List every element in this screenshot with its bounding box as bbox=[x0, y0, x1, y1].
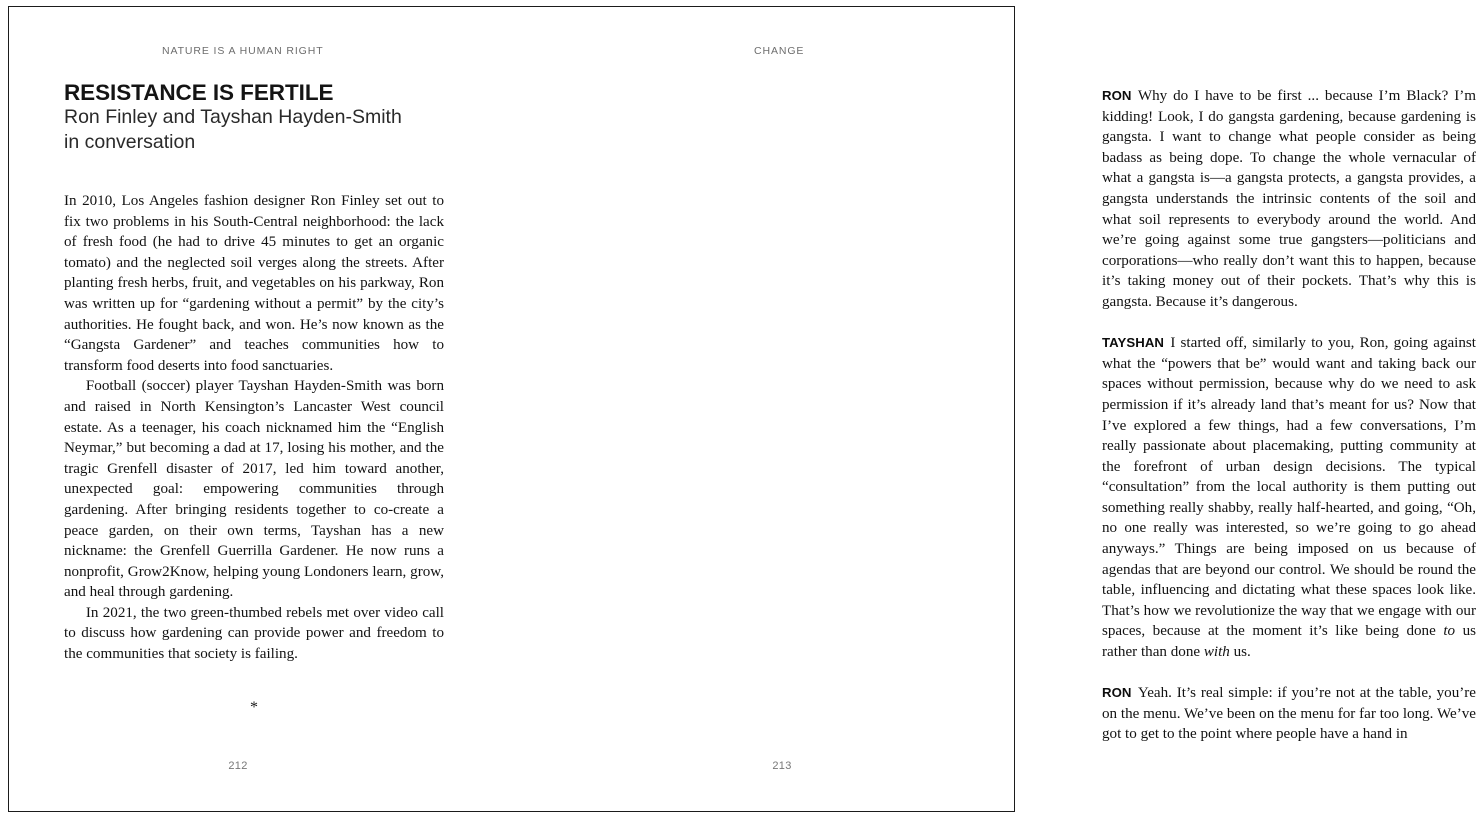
dialogue-text-tayshan-1-part-3: us. bbox=[1229, 644, 1251, 661]
dialogue-text-tayshan-1-part-2: us rather than done bbox=[1102, 623, 1476, 661]
dialogue-emphasis-with: with bbox=[1203, 644, 1230, 661]
dialogue-turn-ron-2 bbox=[1102, 683, 1476, 745]
chapter-subtitle-line-1: Ron Finley and Tayshan Hayden-Smith bbox=[64, 106, 402, 129]
dialogue-text-ron-1: Why do I have to be first ... because I’m Black? I’m kidding! Look, I do gangsta gardening, because gardening is gangsta. I want to change what people consider as being badass as being dope. To change the whole vernacular of what a gangsta is—a gangsta protects, a gangsta provides, a gangsta understands the intrinsic contents of the soil and what soil represents to everybody around the world. And we’re going against some true gangsters—politicians and corporations—who really don’t want this to happen, because it’s taking money out of their pockets. That’s why this is gangsta. Because it’s dangerous. bbox=[1102, 88, 1476, 310]
right-page bbox=[512, 0, 1476, 820]
running-head-right: CHANGE bbox=[754, 45, 805, 57]
intro-paragraph-1: In 2010, Los Angeles fashion designer Ron Finley set out to fix two problems in his South-Central neighborhood: the lack of fresh food (he had to drive 45 minutes to get an organic tomato) and the neglected soil verges along the streets. After planting fresh herbs, fruit, and vegetables on his parkway, Ron was written up for “gardening without a permit” by the city’s authorities. He fought back, and won. He’s now known as the “Gangsta Gardener” and teaches communities how to transform food deserts into food sanctuaries. bbox=[64, 193, 444, 374]
dialogue-emphasis-to: to bbox=[1443, 623, 1456, 640]
page-number-left: 212 bbox=[228, 760, 248, 772]
speaker-label-ron-1: RON bbox=[1102, 88, 1132, 103]
section-divider-asterisk: * bbox=[250, 699, 258, 716]
speaker-label-ron-2: RON bbox=[1102, 685, 1132, 701]
left-page bbox=[0, 0, 512, 820]
chapter-subtitle-line-2: in conversation bbox=[64, 130, 196, 153]
page-number-right: 213 bbox=[772, 760, 792, 772]
dialogue-text-ron-2: Yeah. It’s real simple: if you’re not at the table, you’re on the menu. We’ve been on the menu for far too long. We’ve got to get to the point where people have a hand in bbox=[1102, 685, 1476, 743]
speaker-label-tayshan-1: TAYSHAN bbox=[1102, 335, 1165, 351]
left-page-body-column bbox=[64, 191, 444, 665]
intro-paragraph-3: In 2021, the two green-thumbed rebels met over video call to discuss how gardening can provide power and freedom to the communities that society is failing. bbox=[64, 604, 444, 663]
right-page-body-column bbox=[1102, 86, 1476, 745]
intro-paragraph-2: Football (soccer) player Tayshan Hayden-Smith was born and raised in North Kensington’s Lancaster West council estate. As a teenager, his coach nicknamed him the “English Neymar,” but becoming a dad at 17, losing his mother, and the tragic Grenfell disaster of 2017, led him toward another, unexpected goal: empowering communities through gardening. After bringing residents together to co-create a peace garden, on their own terms, Tayshan has a new nickname: the Grenfell Guerrilla Gardener. He now runs a nonprofit, Grow2Know, helping young Londoners learn, grow, and heal through gardening. bbox=[64, 378, 444, 601]
dialogue-text-tayshan-1-part-1: I started off, similarly to you, Ron, going against what the “powers that be” would want and taking back our spaces without permission, because why do we need to ask permission if it’s already land that’s meant for us? Now that I’ve explored a few things, had a few conversations, I’m really passionate about placemaking, putting community at the forefront of urban design decisions. The typical “consultation” from the local authority is them putting out something really shabby, really half-hearted, and going, “Oh, no one really was interested, so we’re going to go ahead anyways.” Things are being imposed on us because of agendas that are beyond our control. We should be round the table, influencing and dictating what these spaces look like. That’s how we revolutionize the way that we engage with our spaces, because at the moment it’s like being done bbox=[1102, 335, 1476, 640]
chapter-title-block bbox=[64, 80, 444, 154]
dialogue-turn-tayshan-1 bbox=[1102, 333, 1476, 663]
chapter-title: RESISTANCE IS FERTILE bbox=[64, 80, 334, 105]
running-head-left: NATURE IS A HUMAN RIGHT bbox=[162, 45, 324, 57]
dialogue-turn-ron-1 bbox=[1102, 86, 1476, 313]
